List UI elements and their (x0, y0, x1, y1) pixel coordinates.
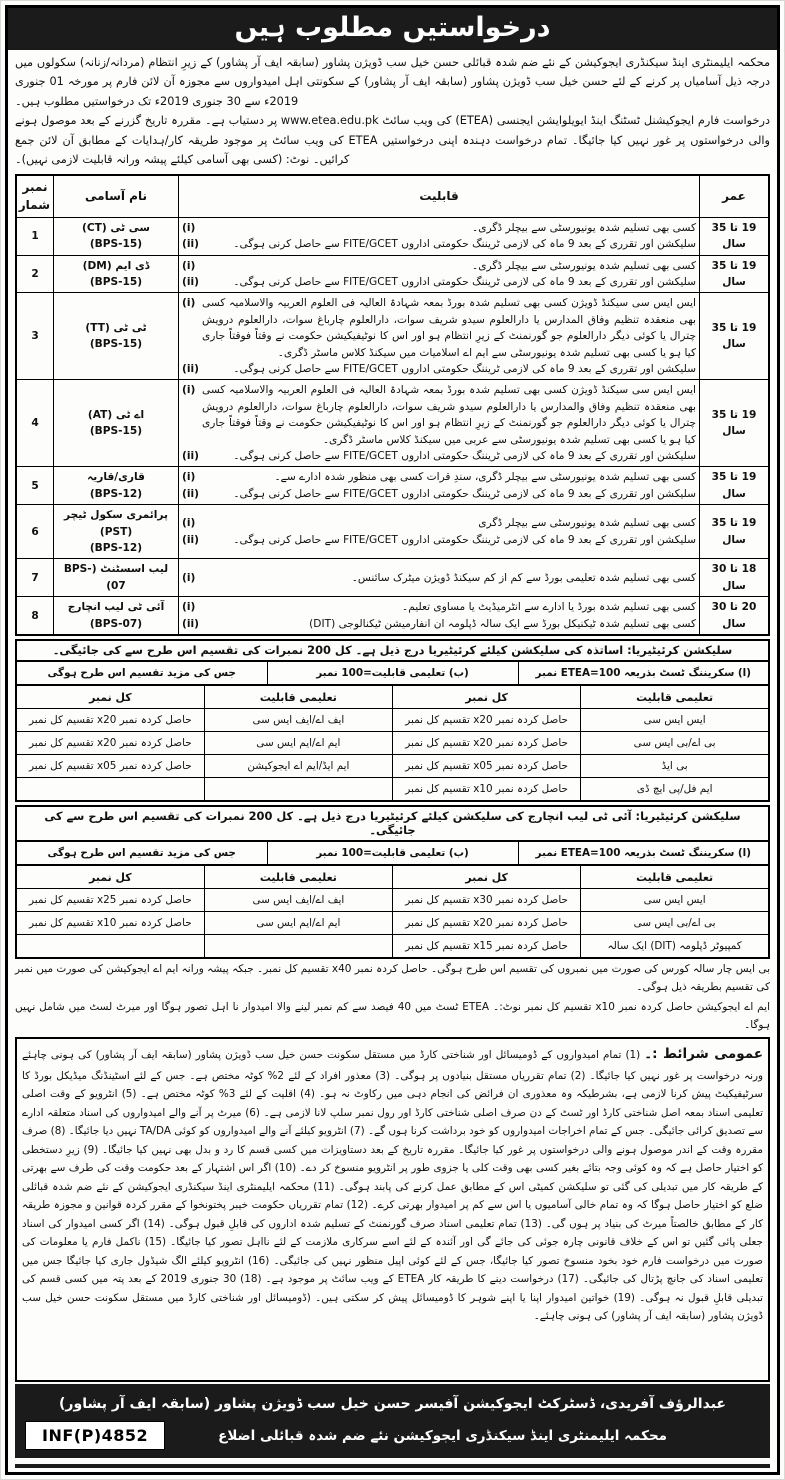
criteria-it-marks-body (16, 889, 769, 959)
table-row (16, 505, 769, 559)
criteria-note-1: بی ایس چار سالہ کورس کی صورت میں نمبروں کی تقسیم اس طرح ہوگی۔ حاصل کردہ نمبر x40 تقسیم کل نمبر۔ جبکہ پیشہ ورانہ ایم اے ایجوکیشن کی صورت میں نمبر کی تقسیم بطریقہ ذیل ہوگی۔ (15, 963, 771, 993)
age-unit: سال (722, 425, 746, 438)
general-conditions-text: (1) تمام امیدواروں کے ڈومیسائل اور شناختی کارڈ میں مستقل سکونت حسن خیل سب ڈویژن پشاور (سابقہ ایف آر پشاور) کی ہونی چاہئے ورنہ درخواست پر غور نہیں کیا جائیگا۔ (2) تمام تقرریاں مستقل بنیادوں پر ہوگی۔ (3) معذور افراد کے لئے 2% کوٹہ مختص ہے۔ جس کے لئے اسٹینڈنگ میڈیکل بورڈ کا سرٹیفیکیٹ پیش کرنا لازمی ہے، بشرطیکہ وہ معذوری ان فرائض کی انجام دہی میں رکاوٹ نہ ہو۔ (4) اقلیت کے لئے 3% کوٹہ مختص ہے۔ (5) انٹرویو کے وقت اصلی تعلیمی اسناد بمعہ اصل شناختی کارڈ اور ٹسٹ کے دن صرف اصلی شناختی کارڈ اور رول نمبر سلپ لانا لازمی ہے۔ (6) میرٹ پر آنے والے امیدواروں کی اسناد متعلقہ ادارے سے تصدیق کرائی جائیگی۔ جس کے تمام اخراجات امیدواروں کو خود برداشت کرنا ہوں گے۔ (7) انٹرویو کیلئے آنے والے امیدواروں کو کوئی TA/DA نہیں دیا جائیگا۔ (8) صرف مقررہ وقت کے اندر موصول ہونے والی درخواستوں پر غور کیا جائیگا۔ مقررہ تاریخ کے بعد دستاویزات میں کسی قسم کا رد و بدل بھی نہیں کیا جائیگا۔ (9) زیرِ دستخطی کو اختیار حاصل ہے کہ وہ کوئی وجہ بتائے بغیر کسی بھی وقت کلی یا جزوی طور پر انٹرویو منسوخ کر دے۔ (10) اگر اس اشتہار کے بعد حکومت وقت کی طرف سے بھرتی کے طریقہ کار میں تبدیلی کی گئی تو سلیکشن کمیٹی اس کے مطابق عمل کرنے کی پابند ہوگی۔ (11) محکمہ ایلیمنٹری اینڈ سیکنڈری ایجوکیشن کے نئے ضم شدہ قبائلی ضلع کو اختیار حاصل ہوگا کہ وہ تمام خالی آسامیوں یا اس سے کم پر امیدوار بھرتی کرے۔ (12) تمام تقرریاں حکومت خیبر پختونخوا کے مقرر کردہ قوانین و مجوزہ طریقہ کار کے مطابق خالصتاً میرٹ کی بنیاد پر ہوں گی۔ (13) تمام تعلیمی اسناد صرف گورنمنٹ کے تسلیم شدہ اداروں کی قابلِ قبول ہوگی۔ (14) اگر کسی امیدوار کی اسناد جعلی پائی گئیں تو اس کے خلاف قانونی چارہ جوئی کی جائے گی اور آئندہ کے لئے اسے سرکاری ملازمت کے لئے نااہل تصور کیا جائیگا۔ (15) ناکمل فارم یا معلومات کی صورت میں درخواست فارم خود بخود منسوخ تصور کیا جائیگا، جس کے لئے کوئی اپیل منظور نہیں کی جائیگی۔ (16) انٹرویو کیلئے الگ شیڈول جاری کیا جائیگا جس میں تعلیمی اسناد کی جانچ پڑتال کی جائیگی۔ (17) درخواست دینے کا طریقہ کار ETEA کے ویب سائٹ پر موجود ہے۔ (18) 30 جنوری 2019 کے بعد پتہ میں کسی قسم کی تبدیلی قابلِ قبول نہ ہوگی۔ (19) خواتین امیدوار اپنا یا اپنے شوہر کا ڈومیسائل پیش کر سکتی ہیں۔ (ڈومیسائل اور شناختی کارڈ میں مستقل سکونت حسن خیل سب ڈویژن پشاور (سابقہ ایف آر پشاور) کی ہونی چاہئے۔ (22, 1049, 764, 1323)
qualification-marker: (ii) (182, 363, 199, 376)
qualification-marker: (ii) (182, 275, 199, 288)
criteria-cell-qual-b: ایف اے/ایف ایس سی (204, 709, 392, 732)
general-conditions-box (15, 1037, 770, 1381)
qualification-marker: (i) (182, 517, 196, 530)
qualification-text: سلیکشن اور تقرری کے بعد 9 ماہ کی لازمی ٹریننگ حکومتی اداروں FITE/GCET سے حاصل کرنی ہوگی۔ (233, 450, 696, 463)
criteria-cell-marks-b (16, 778, 204, 802)
criteria-teachers-marks-head (16, 685, 769, 709)
header-age: عمر (700, 175, 770, 218)
cell-qualification (179, 559, 700, 597)
footer-bottom-row (25, 1421, 760, 1450)
criteria-it-title: سلیکشن کرئیٹیریا: آئی ٹی لیب انچارج کی سلیکشن کیلئے کرئیٹیریا درج ذیل ہے۔ کل 200 نمبرات کی تقسیم اس طرح سے کی جائیگی۔ (15, 805, 770, 840)
cell-qualification (179, 217, 700, 255)
qualification-text: ایس ایس سی سیکنڈ ڈویژن کسی بھی تسلیم شدہ بورڈ بمعہ شہادۃ العالیہ فی العلوم العربیہ والاسلامیہ کسی بھی منعقدہ تنظیم وفاق المدارس یا دارالعلوم سیدو شریف سوات، دارالعلوم چارباغ سوات، دارالعلوم درویش چترال یا کوئی دیگر دارالعلوم جو گورنمنٹ کے زیرِ انتظام ہو اور اس کا نوٹیفیکیشن حکومت نے وقتاً فوقتاً جاری کیا ہو یا کسی بھی تسلیم شدہ یونیورسٹی سے ایم اے اسلامیات میں سیکنڈ کلاس ماسٹر ڈگری۔ (202, 297, 696, 359)
cell-serial-number: 1 (16, 217, 54, 255)
criteria-teachers-part-b: (ب) تعلیمی قابلیت=100 نمبر (267, 661, 518, 685)
table-row (16, 255, 769, 293)
qualification-text: کسی بھی تسلیم شدہ یونیورسٹی سے بیچلر ڈگری۔ (472, 259, 696, 272)
qualification-text: کسی بھی تسلیم شدہ یونیورسٹی سے بیچلر ڈگری۔ (472, 221, 696, 234)
cell-serial-number: 4 (16, 380, 54, 467)
criteria-cell-marks-b: حاصل کردہ نمبر x05 تقسیم کل نمبر (16, 755, 204, 778)
qualification-text: کسی بھی تسلیم شدہ تعلیمی بورڈ سے کم از کم سیکنڈ ڈویژن میٹرک سائنس۔ (351, 571, 696, 584)
post-bps-scale: (BPS-12) (89, 542, 143, 555)
criteria-teachers-part-a: (ا) سکریننگ ٹسٹ بذریعہ ETEA=100 نمبر (518, 661, 769, 685)
criteria-cell-marks-a: حاصل کردہ نمبر x05 تقسیم کل نمبر (393, 755, 581, 778)
qualification-marker: (i) (182, 384, 196, 397)
advertisement-border (5, 5, 780, 1475)
age-unit: سال (722, 338, 746, 351)
qualification-line (182, 486, 696, 502)
inf-number-badge: INF(P)4852 (25, 1421, 165, 1450)
criteria-teachers-marks-body (16, 709, 769, 802)
age-unit: سال (722, 487, 746, 500)
criteria-teachers-block (8, 639, 777, 802)
jobs-table-wrapper (8, 174, 777, 637)
age-unit: سال (722, 617, 746, 630)
criteria-cell-marks-a: حاصل کردہ نمبر x20 تقسیم کل نمبر (393, 732, 581, 755)
qualification-text: سلیکشن اور تقرری کے بعد 9 ماہ کی لازمی ٹریننگ حکومتی اداروں FITE/GCET سے حاصل کرنی ہوگی۔ (233, 533, 696, 546)
cell-post-name (54, 380, 179, 467)
jobs-table-head (16, 175, 769, 218)
criteria-cell-marks-a: حاصل کردہ نمبر x30 تقسیم کل نمبر (393, 889, 581, 912)
qualification-line (182, 469, 696, 485)
cell-serial-number: 2 (16, 255, 54, 293)
qualification-text: ایس ایس سی سیکنڈ ڈویژن کسی بھی تسلیم شدہ بورڈ بمعہ شہادۃ العالیہ فی العلوم العربیہ والاسلامیہ کسی بھی منعقدہ تنظیم وفاق والمدارس یا دارالعلوم سیدو شریف سوات، دارالعلوم چارباغ سوات، دارالعلوم درویش چترال یا کوئی دیگر دارالعلوم جو گورنمنٹ کے زیرِ انتظام ہو اور اس کا نوٹیفیکیشن حکومت نے وقتاً فوقتاً جاری کیا ہو یا کسی بھی تسلیم شدہ یونیورسٹی سے عربی میں سیکنڈ کلاس ماسٹر ڈگری۔ (202, 384, 696, 446)
criteria-cell-qual-a: ایس ایس سی (581, 889, 769, 912)
criteria-teachers-part-c: جس کی مزید تقسیم اس طرح ہوگی (16, 661, 267, 685)
qualification-marker: (i) (182, 297, 196, 310)
criteria-it-marks-table (15, 864, 770, 959)
post-bps-scale: (BPS-15) (89, 338, 143, 351)
criteria-th-qual-b: تعلیمی قابلیت (204, 685, 392, 709)
age-unit: سال (722, 238, 746, 251)
age-unit: سال (722, 579, 746, 592)
age-range: 20 تا 30 (711, 601, 757, 614)
qualification-line (182, 448, 696, 464)
cell-age (700, 467, 770, 505)
criteria-cell-marks-b (16, 935, 204, 959)
post-title: ٹی ٹی (TT) (85, 322, 147, 334)
qualification-text: سلیکشن اور تقرری کے بعد 9 ماہ کی لازمی ٹریننگ حکومتی اداروں FITE/GCET سے حاصل کرنی ہوگی۔ (233, 487, 696, 500)
cell-post-name (54, 293, 179, 380)
footer-officer: عبدالرؤف آفریدی، ڈسٹرکٹ ایجوکیشن آفیسر حسن خیل سب ڈویژن پشاور (سابقہ ایف آر پشاور) (59, 1395, 726, 1412)
criteria-row (16, 912, 769, 935)
header-qualification: قابلیت (179, 175, 700, 218)
cell-post-name (54, 467, 179, 505)
age-range: 19 تا 35 (711, 471, 757, 484)
table-row (16, 380, 769, 467)
qualification-text: سلیکشن اور تقرری کے بعد 9 ماہ کی لازمی ٹریننگ حکومتی اداروں FITE/GCET سے حاصل کرنی ہوگی۔ (233, 238, 696, 251)
criteria-row (16, 732, 769, 755)
criteria-cell-qual-a: بی اے/بی ایس سی (581, 732, 769, 755)
age-range: 19 تا 35 (711, 322, 757, 334)
cell-post-name (54, 255, 179, 293)
criteria-row (16, 889, 769, 912)
qualification-line (182, 220, 696, 236)
criteria-teachers-split-row (16, 661, 769, 685)
criteria-it-part-c: جس کی مزید تقسیم اس طرح ہوگی (16, 841, 267, 865)
cell-age (700, 559, 770, 597)
cell-post-name (54, 505, 179, 559)
post-bps-scale: (BPS-15) (89, 238, 143, 251)
cell-serial-number: 6 (16, 505, 54, 559)
table-row (16, 217, 769, 255)
table-row (16, 597, 769, 635)
qualification-line (182, 532, 696, 548)
post-title: ڈی ایم (DM) (82, 259, 150, 272)
jobs-table-body (16, 217, 769, 635)
cell-qualification (179, 380, 700, 467)
qualification-text: سلیکشن اور تقرری کے بعد 9 ماہ کی لازمی ٹریننگ حکومتی اداروں FITE/GCET سے حاصل کرنی ہوگی۔ (233, 275, 696, 288)
qualification-text: کسی بھی تسلیم شدہ ٹیکنیکل بورڈ سے ایک سالہ ڈپلومہ ان انفارمیشن ٹیکنالوجی (DIT) (309, 617, 696, 630)
qualification-line (182, 599, 696, 615)
criteria-cell-qual-b: ایم اے/ایم ایس سی (204, 912, 392, 935)
criteria-cell-qual-a: ایس ایس سی (581, 709, 769, 732)
footer-banner (15, 1384, 770, 1458)
cell-serial-number: 5 (16, 467, 54, 505)
criteria-it-table (15, 840, 770, 866)
criteria-cell-qual-b (204, 935, 392, 959)
criteria-row (16, 778, 769, 802)
qualification-marker: (ii) (182, 450, 199, 463)
criteria-cell-marks-b: حاصل کردہ نمبر x10 تقسیم کل نمبر (16, 912, 204, 935)
qualification-line (182, 382, 696, 448)
criteria-it-marks-head (16, 865, 769, 889)
criteria-row (16, 935, 769, 959)
criteria-th-qual-a: تعلیمی قابلیت (581, 685, 769, 709)
criteria-it-th-marks-a: کل نمبر (393, 865, 581, 889)
qualification-marker: (ii) (182, 487, 199, 500)
cell-qualification (179, 597, 700, 635)
age-range: 19 تا 35 (711, 221, 757, 234)
cell-post-name (54, 559, 179, 597)
cell-age (700, 217, 770, 255)
criteria-it-part-b: (ب) تعلیمی قابلیت=100 نمبر (267, 841, 518, 865)
qualification-marker: (i) (182, 259, 196, 272)
criteria-row (16, 755, 769, 778)
cell-serial-number: 7 (16, 559, 54, 597)
post-bps-scale: (BPS-12) (89, 487, 143, 500)
post-bps-scale: (BPS-15) (89, 425, 143, 438)
qualification-marker: (i) (182, 471, 196, 484)
intro-paragraph (8, 50, 777, 174)
criteria-teachers-marks-header-row (16, 685, 769, 709)
criteria-teachers-table (15, 660, 770, 686)
age-range: 18 تا 30 (711, 563, 757, 576)
qualification-line (182, 258, 696, 274)
qualification-line (182, 570, 696, 586)
qualification-marker: (i) (182, 601, 196, 614)
cell-post-name (54, 217, 179, 255)
general-conditions-wrapper (8, 1034, 777, 1383)
jobs-table (15, 174, 770, 637)
criteria-cell-marks-b: حاصل کردہ نمبر x20 تقسیم کل نمبر (16, 709, 204, 732)
criteria-cell-qual-b: ایف اے/ایف ایس سی (204, 889, 392, 912)
qualification-text: سلیکشن اور تقرری کے بعد 9 ماہ کی لازمی ٹریننگ حکومتی اداروں FITE/GCET سے حاصل کرنی ہوگی۔ (233, 363, 696, 376)
qualification-marker: (i) (182, 571, 196, 584)
footer-rule (15, 1464, 770, 1468)
criteria-it-th-qual-b: تعلیمی قابلیت (204, 865, 392, 889)
criteria-it-th-marks-b: کل نمبر (16, 865, 204, 889)
table-row (16, 559, 769, 597)
page-title: درخواستیں مطلوب ہیں (8, 8, 777, 50)
criteria-cell-marks-a: حاصل کردہ نمبر x15 تقسیم کل نمبر (393, 935, 581, 959)
qualification-line (182, 515, 696, 531)
criteria-teachers-title: سلیکشن کرئیٹیریا: اساتذہ کی سلیکشن کیلئے کرئیٹیریا درج ذیل ہے۔ کل 200 نمبرات کی تقسیم اس طرح سے کی جائیگی۔ (15, 639, 770, 660)
cell-age (700, 255, 770, 293)
qualification-line (182, 274, 696, 290)
cell-age (700, 293, 770, 380)
qualification-text: کسی بھی تسلیم شدہ بورڈ یا ادارے سے انٹرمیڈیٹ یا مساوی تعلیم۔ (402, 601, 696, 614)
criteria-it-th-qual-a: تعلیمی قابلیت (581, 865, 769, 889)
age-unit: سال (722, 275, 746, 288)
qualification-text: کسی بھی تسلیم شدہ یونیورسٹی سے بیچلر ڈگری (478, 517, 696, 530)
cell-qualification (179, 467, 700, 505)
post-title: لیب اسسٹنٹ (BPS-07) (63, 563, 169, 592)
post-title: سی ٹی (CT) (82, 221, 150, 234)
post-bps-scale: (BPS-15) (89, 275, 143, 288)
criteria-row (16, 709, 769, 732)
criteria-cell-qual-a: ایم فل/پی ایچ ڈی (581, 778, 769, 802)
qualification-marker: (ii) (182, 617, 199, 630)
criteria-it-part-a: (ا) سکریننگ ٹسٹ بذریعہ ETEA=100 نمبر (518, 841, 769, 865)
qualification-text: کسی بھی تسلیم شدہ یونیورسٹی سے بیچلر ڈگری، سندِ قرات کسی بھی منظور شدہ ادارے سے۔ (274, 471, 696, 484)
header-post: نام آسامی (54, 175, 179, 218)
criteria-cell-qual-a: بی اے/بی ایس سی (581, 912, 769, 935)
age-range: 19 تا 35 (711, 409, 757, 422)
table-row (16, 467, 769, 505)
intro-line-1: محکمہ ایلیمنٹری اینڈ سیکنڈری ایجوکیشن کے نئے ضم شدہ قبائلی حسن خیل سب ڈویژن پشاور (سابقہ ایف آر پشاور) کے زیرِ انتظام (مردانہ/زنانہ) سکولوں میں درجہ ذیل آسامیاں پر کرنے کے لئے حسن خیل سب ڈویژن پشاور (سابقہ ایف آر پشاور) کے سکونتی اہل امیدواروں سے مجوزہ آن لائن فارم پر مورخہ 01 جنوری 2019ء سے 30 جنوری 2019ء تک درخواستیں مطلوب ہیں۔ (15, 56, 770, 108)
criteria-cell-marks-a: حاصل کردہ نمبر x10 تقسیم کل نمبر (393, 778, 581, 802)
criteria-cell-qual-a: بی ایڈ (581, 755, 769, 778)
criteria-it-block (8, 805, 777, 959)
jobs-header-row (16, 175, 769, 218)
qualification-marker: (ii) (182, 238, 199, 251)
criteria-cell-qual-b: ایم اے/ایم ایس سی (204, 732, 392, 755)
criteria-cell-marks-b: حاصل کردہ نمبر x25 تقسیم کل نمبر (16, 889, 204, 912)
cell-age (700, 505, 770, 559)
criteria-teachers-marks-table (15, 684, 770, 802)
qualification-marker: (ii) (182, 533, 199, 546)
qualification-line (182, 236, 696, 252)
post-title: اے ٹی (AT) (87, 409, 145, 422)
qualification-line (182, 361, 696, 377)
cell-age (700, 597, 770, 635)
qualification-line (182, 295, 696, 361)
footer-department: محکمہ ایلیمنٹری اینڈ سیکنڈری ایجوکیشن نئے ضم شدہ قبائلی اضلاع (218, 1427, 668, 1444)
header-serial: نمبر شمار (16, 175, 54, 218)
criteria-cell-marks-b: حاصل کردہ نمبر x20 تقسیم کل نمبر (16, 732, 204, 755)
general-conditions-heading: عمومی شرائط :۔ (644, 1046, 763, 1063)
age-unit: سال (722, 533, 746, 546)
age-range: 19 تا 35 (711, 259, 757, 272)
post-title: قاری/قاریہ (87, 471, 145, 484)
criteria-cell-marks-a: حاصل کردہ نمبر x20 تقسیم کل نمبر (393, 912, 581, 935)
post-title: آئی ٹی لیب انچارج (67, 601, 165, 614)
qualification-line (182, 616, 696, 632)
cell-post-name (54, 597, 179, 635)
intro-line-2: درخواست فارم ایجوکیشنل ٹسٹنگ اینڈ ایویلوایشن ایجنسی (ETEA) کی ویب سائٹ www.etea.edu.pk پر دستیاب ہے۔ مقررہ تاریخ گزرنے کے بعد موصول ہونے والی درخواستوں پر غور نہیں کیا جائیگا۔ تمام درخواست دہندہ اپنی درخواستیں ETEA کی ویب سائٹ پر موجود طریقہ کار/ہدایات کے مطابق آن لائن جمع کرائیں۔ نوٹ: (کسی بھی آسامی کیلئے پیشہ ورانہ قابلیت لازمی نہیں)۔ (15, 114, 770, 167)
qualification-marker: (i) (182, 221, 196, 234)
criteria-cell-qual-a: کمپیوٹر ڈپلومہ (DIT) ایک سالہ (581, 935, 769, 959)
criteria-th-marks-a: کل نمبر (393, 685, 581, 709)
criteria-cell-marks-a: حاصل کردہ نمبر x20 تقسیم کل نمبر (393, 709, 581, 732)
cell-serial-number: 8 (16, 597, 54, 635)
post-bps-scale: (BPS-07) (89, 617, 143, 630)
criteria-th-marks-b: کل نمبر (16, 685, 204, 709)
table-row (16, 293, 769, 380)
criteria-cell-qual-b: ایم ایڈ/ایم اے ایجوکیشن (204, 755, 392, 778)
age-range: 19 تا 35 (711, 517, 757, 530)
post-title: پرائمری سکول ٹیچر (PST) (64, 509, 168, 538)
criteria-it-marks-header-row (16, 865, 769, 889)
criteria-note-2: ایم اے ایجوکیشن حاصل کردہ نمبر x10 تقسیم کل نمبر نوٹ:۔ ETEA ٹسٹ میں 40 فیصد سے کم نمبر لینے والا امیدوار نا اہل تصور ہوگا اور میرٹ لسٹ میں شامل نہیں ہوگا۔ (15, 1000, 771, 1031)
cell-qualification (179, 255, 700, 293)
cell-qualification (179, 293, 700, 380)
cell-age (700, 380, 770, 467)
cell-serial-number: 3 (16, 293, 54, 380)
cell-qualification (179, 505, 700, 559)
criteria-cell-qual-b (204, 778, 392, 802)
criteria-it-split-row (16, 841, 769, 865)
